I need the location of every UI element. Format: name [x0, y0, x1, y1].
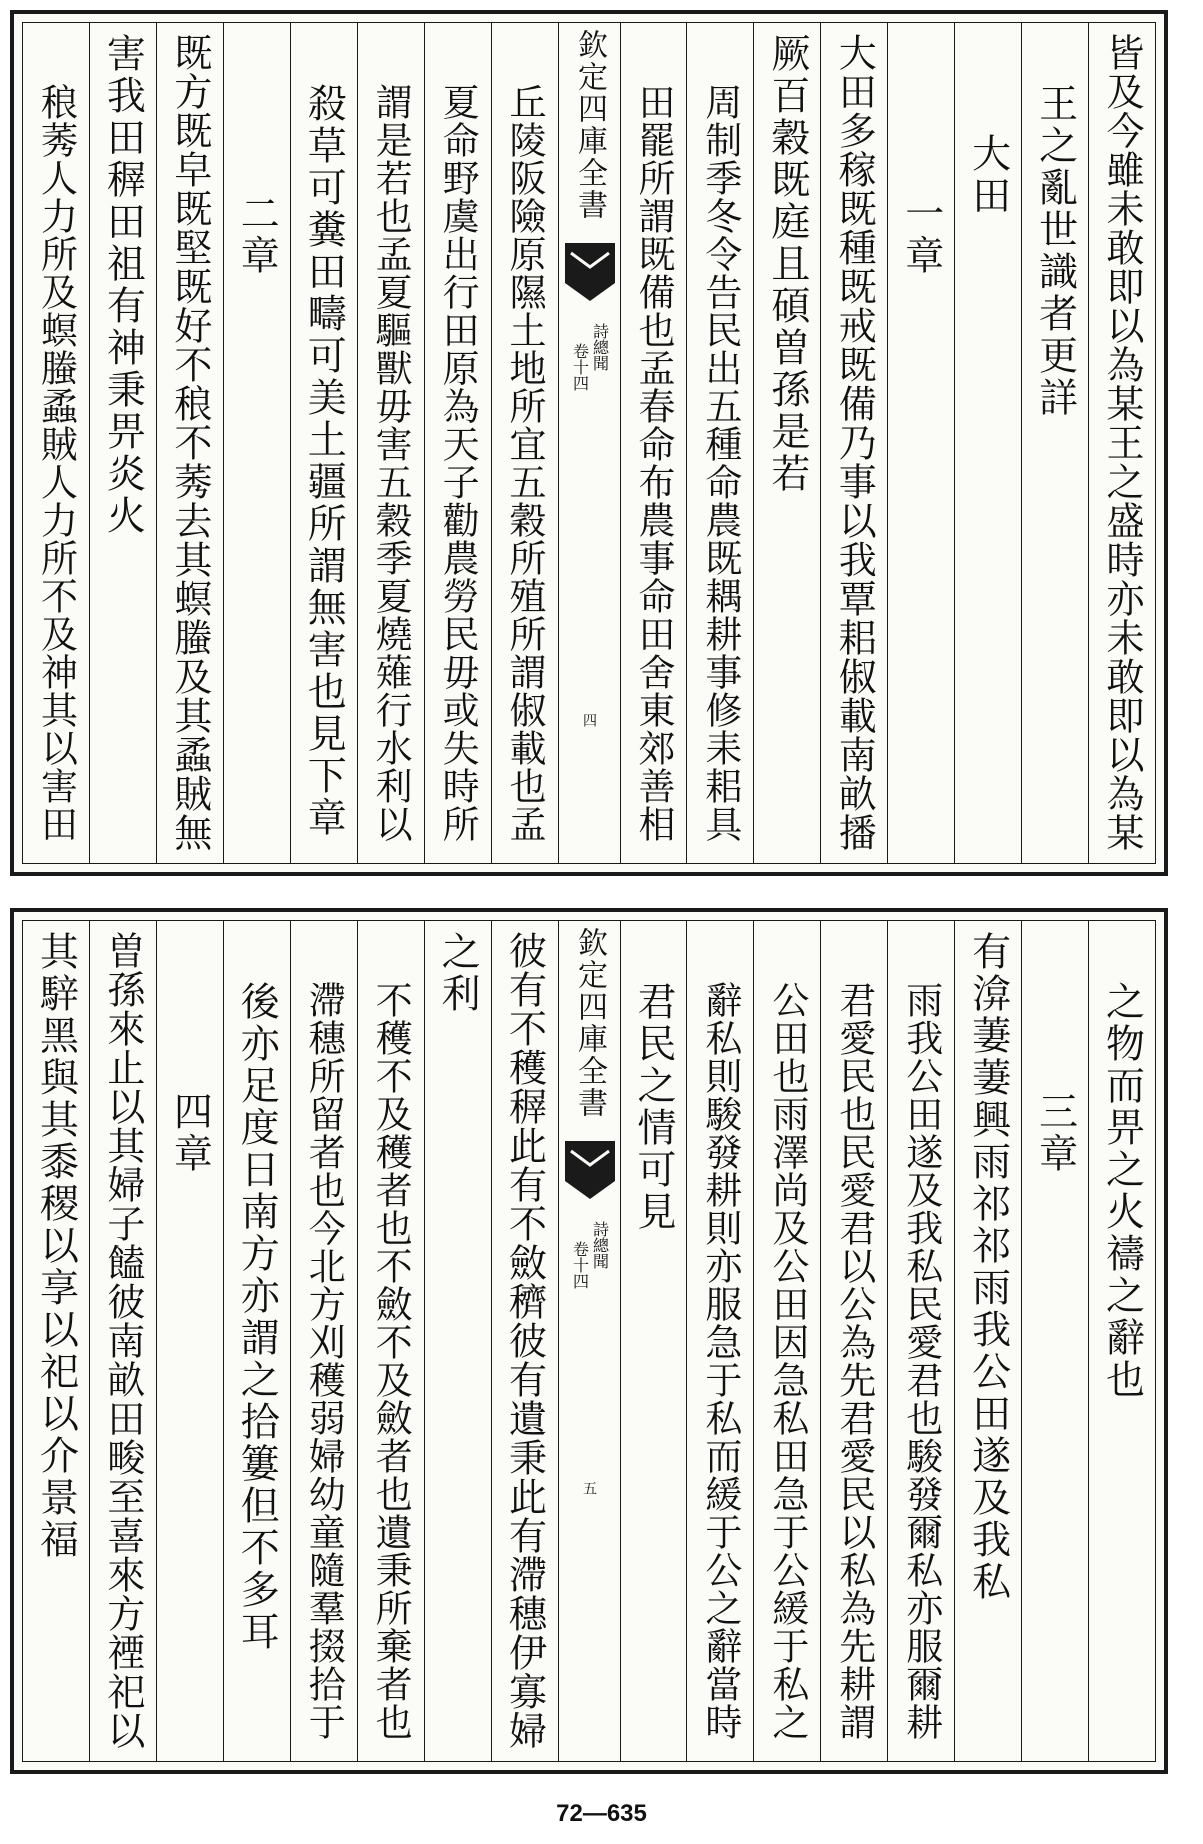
center-gutter [558, 921, 620, 1761]
commentary-text: 雨我公田遂及我私民愛君也駿發爾私亦服爾耕 [899, 981, 943, 1741]
text-column [424, 921, 491, 1761]
upper-page-frame [22, 22, 1156, 864]
section-title: 大田 [965, 133, 1011, 217]
commentary-text: 後亦足度日南方亦謂之拾簍但不多耳 [234, 981, 280, 1653]
text-column [753, 23, 820, 863]
text-column [290, 23, 357, 863]
column-text: 有渰萋萋興雨祁祁雨我公田遂及我私 [965, 931, 1011, 1603]
upper-columns [23, 23, 1155, 863]
chapter-heading: 四章 [167, 1091, 213, 1175]
commentary-text: 丘陵阪險原隰土地所宜五穀所殖所謂俶載也孟 [503, 83, 547, 843]
text-column [1088, 23, 1155, 863]
fish-tail-mark-icon [565, 243, 615, 301]
chapter-heading: 二章 [234, 193, 280, 277]
text-column [753, 921, 820, 1761]
lower-page [10, 908, 1168, 1774]
text-column [620, 921, 687, 1761]
text-column [820, 921, 887, 1761]
collection-title: 欽定四庫全書 [572, 927, 607, 1119]
text-column [357, 23, 424, 863]
text-column [1088, 921, 1155, 1761]
folio-number: 四 [581, 713, 597, 727]
column-text: 大田多稼既種既戒既備乃事以我覃耜俶載南畝播 [832, 33, 877, 852]
fish-tail-mark-icon [565, 1141, 615, 1199]
column-text: 既方既皁既堅既好不稂不莠去其螟螣及其蟊賊無 [167, 33, 212, 852]
text-column [290, 921, 357, 1761]
text-column [89, 921, 156, 1761]
chapter-heading: 一章 [898, 193, 944, 277]
text-column [156, 23, 223, 863]
folio-number: 五 [581, 1481, 597, 1495]
text-column [1021, 921, 1088, 1761]
commentary-text: 不穫不及穫者也不斂不及斂者也遺秉所棄者也 [369, 981, 413, 1741]
text-column [23, 921, 89, 1761]
text-column [491, 921, 558, 1761]
column-text: 之利 [435, 931, 481, 1015]
text-column [357, 921, 424, 1761]
commentary-text: 周制季冬令告民出五種命農既耦耕事修耒耜具 [698, 83, 742, 843]
commentary-text: 滯穗所留者也今北方刈穫弱婦幼童隨羣掇拾于 [302, 981, 346, 1741]
column-text: 曽孫來止以其婦子饁彼南畝田畯至喜來方禋祀以 [100, 931, 145, 1750]
text-column [820, 23, 887, 863]
upper-page [10, 10, 1168, 876]
text-column [424, 23, 491, 863]
text-column [887, 921, 954, 1761]
text-column [954, 23, 1021, 863]
text-column [89, 23, 156, 863]
column-text: 其騂黑與其黍稷以享以祀以介景福 [33, 931, 79, 1561]
collection-title: 欽定四庫全書 [572, 29, 607, 221]
volume-label: 卷十四 [570, 343, 590, 391]
column-text: 王之亂世識者更詳 [1032, 83, 1078, 419]
text-column [223, 921, 290, 1761]
commentary-text: 辭私則駿發耕則亦服急于私而緩于公之辭當時 [698, 981, 742, 1741]
chapter-heading: 三章 [1032, 1091, 1078, 1175]
commentary-text: 君愛民也民愛君以公為先君愛民以私為先耕謂 [832, 981, 876, 1741]
book-name: 詩總聞 [590, 1221, 610, 1269]
text-column [491, 23, 558, 863]
text-column [686, 921, 753, 1761]
commentary-text: 之物而畀之火禱之辭也 [1099, 981, 1145, 1401]
text-column [686, 23, 753, 863]
text-column [156, 921, 223, 1761]
column-text: 害我田稺田祖有神秉畀炎火 [100, 33, 146, 537]
page-number: 72—635 [556, 1800, 647, 1827]
commentary-text: 稂莠人力所及螟螣蟊賊人力所不及神其以害田 [34, 83, 78, 843]
commentary-text: 公田也雨澤尚及公田因急私田急于公緩于私之 [765, 981, 809, 1741]
text-column [887, 23, 954, 863]
commentary-text: 殺草可糞田疇可美土疆所謂無害也見下章 [301, 83, 347, 839]
lower-columns [23, 921, 1155, 1761]
column-text: 皆及今雖未敢即以為某王之盛時亦未敢即以為某 [1100, 33, 1145, 852]
book-name: 詩總聞 [590, 323, 610, 371]
text-column [223, 23, 290, 863]
commentary-text: 謂是若也孟夏驅獸毋害五穀季夏燒薙行水利以 [369, 83, 413, 843]
center-gutter [558, 23, 620, 863]
text-column [954, 921, 1021, 1761]
lower-page-frame [22, 920, 1156, 1762]
column-text: 厥百穀既庭且碩曽孫是若 [764, 33, 810, 495]
commentary-text: 君民之情可見 [630, 981, 676, 1233]
commentary-text: 田罷所謂既備也孟春命布農事命田舍東郊善相 [631, 83, 675, 843]
column-text: 彼有不穫稺此有不斂穧彼有遺秉此有滯穗伊寡婦 [502, 931, 547, 1750]
commentary-text: 夏命野虞出行田原為天子勸農勞民毋或失時所 [436, 83, 480, 843]
text-column [23, 23, 89, 863]
text-column [620, 23, 687, 863]
text-column [1021, 23, 1088, 863]
volume-label: 卷十四 [570, 1241, 590, 1289]
